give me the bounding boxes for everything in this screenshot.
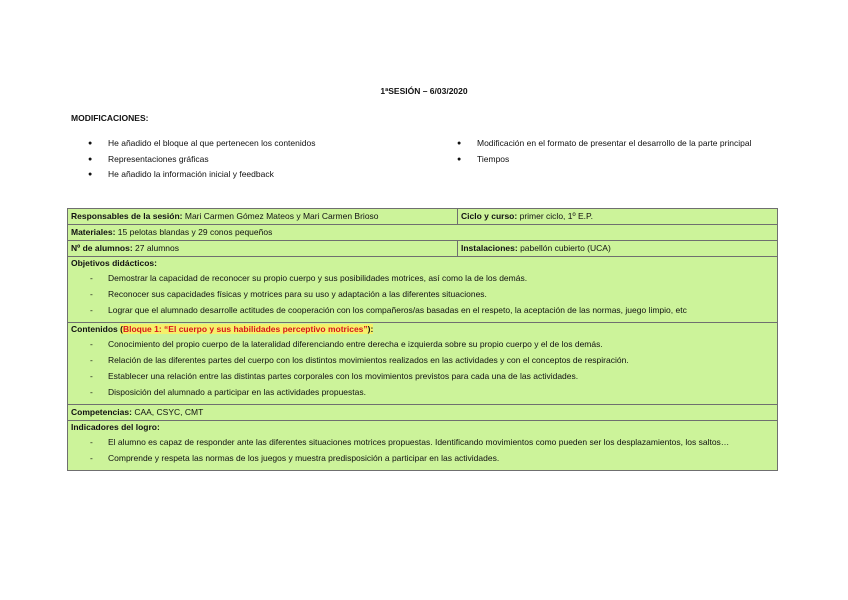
session-title: 1ªSESIÓN – 6/03/2020 bbox=[380, 86, 468, 96]
table-row bbox=[68, 241, 777, 257]
responsables-label: Responsables de la sesión: bbox=[71, 211, 183, 221]
list-item: - Disposición del alumnado a participar en las actividades propuestas. bbox=[71, 384, 774, 400]
contenidos-cell bbox=[68, 323, 777, 404]
table-row bbox=[68, 225, 777, 241]
indicadores-cell bbox=[68, 421, 777, 470]
table-row bbox=[68, 421, 777, 470]
instalaciones-cell bbox=[458, 241, 777, 256]
list-item: ● Tiempos bbox=[457, 152, 787, 168]
list-item: - El alumno es capaz de responder ante las diferentes situaciones motrices propuestas. Identificando movimientos como pueden ser los desplazamientos, los saltos… bbox=[71, 434, 774, 450]
responsables-value: Mari Carmen Gómez Mateos y Mari Carmen Brioso bbox=[184, 211, 379, 221]
materiales-value: 15 pelotas blandas y 29 conos pequeños bbox=[117, 227, 273, 237]
modificaciones-list-left bbox=[88, 136, 428, 183]
list-item: - Conocimiento del propio cuerpo de la lateralidad diferenciando entre derecha e izquierda sobre su propio cuerpo y el de los demás. bbox=[71, 336, 774, 352]
contenidos-paren-close: ): bbox=[367, 324, 374, 334]
instalaciones-label: Instalaciones: bbox=[461, 243, 518, 253]
materiales-label: Materiales: bbox=[71, 227, 116, 237]
ciclo-cell bbox=[458, 209, 777, 224]
alumnos-value: 27 alumnos bbox=[135, 243, 179, 253]
alumnos-label: Nº de alumnos: bbox=[71, 243, 133, 253]
table-row bbox=[68, 257, 777, 323]
list-item: - Comprende y respeta las normas de los juegos y muestra predisposición a participar en las actividades. bbox=[71, 450, 774, 466]
objetivos-label: Objetivos didácticos: bbox=[71, 258, 157, 268]
contenidos-paren-open: ( bbox=[120, 324, 123, 334]
table-row bbox=[68, 209, 777, 225]
list-item: - Demostrar la capacidad de reconocer su propio cuerpo y sus posibilidades motrices, así como la de los demás. bbox=[71, 270, 774, 286]
list-item: ● Representaciones gráficas bbox=[88, 152, 428, 168]
indicadores-label: Indicadores del logro: bbox=[71, 422, 160, 432]
list-item: ● He añadido el bloque al que pertenecen los contenidos bbox=[88, 136, 428, 152]
competencias-value: CAA, CSYC, CMT bbox=[134, 407, 204, 417]
table-row bbox=[68, 405, 777, 421]
list-item: ● Modificación en el formato de presentar el desarrollo de la parte principal bbox=[457, 136, 787, 152]
alumnos-cell bbox=[68, 241, 458, 256]
contenidos-bloque: Bloque 1: “El cuerpo y sus habilidades perceptivo motrices” bbox=[122, 324, 368, 334]
list-item: - Reconocer sus capacidades físicas y motrices para su uso y adaptación a las diferentes situaciones. bbox=[71, 286, 774, 302]
ciclo-label: Ciclo y curso: bbox=[461, 211, 518, 221]
list-item: - Lograr que el alumnado desarrolle actitudes de cooperación con los compañeros/as basadas en el respeto, la aceptación de las normas, juego limpio, etc bbox=[71, 302, 774, 318]
competencias-cell bbox=[68, 405, 206, 420]
list-item: - Relación de las diferentes partes del cuerpo con los distintos movimientos realizados en las actividades y con el conceptos de respiración. bbox=[71, 352, 774, 368]
competencias-label: Competencias: bbox=[71, 407, 132, 417]
instalaciones-value: pabellón cubierto (UCA) bbox=[520, 243, 611, 253]
contenidos-heading bbox=[71, 323, 774, 336]
contenidos-label: Contenidos bbox=[71, 324, 118, 334]
ciclo-value: primer ciclo, 1º E.P. bbox=[519, 211, 593, 221]
session-table bbox=[67, 208, 778, 471]
responsables-cell bbox=[68, 209, 458, 224]
modificaciones-list-right bbox=[457, 136, 787, 167]
list-item: - Establecer una relación entre las distintas partes corporales con los movimientos previstos para cada una de las actividades. bbox=[71, 368, 774, 384]
materiales-cell bbox=[68, 225, 275, 240]
list-item: ● He añadido la información inicial y feedback bbox=[88, 167, 428, 183]
table-row bbox=[68, 323, 777, 405]
modificaciones-heading: MODIFICACIONES: bbox=[71, 113, 149, 123]
objetivos-cell bbox=[68, 257, 777, 322]
